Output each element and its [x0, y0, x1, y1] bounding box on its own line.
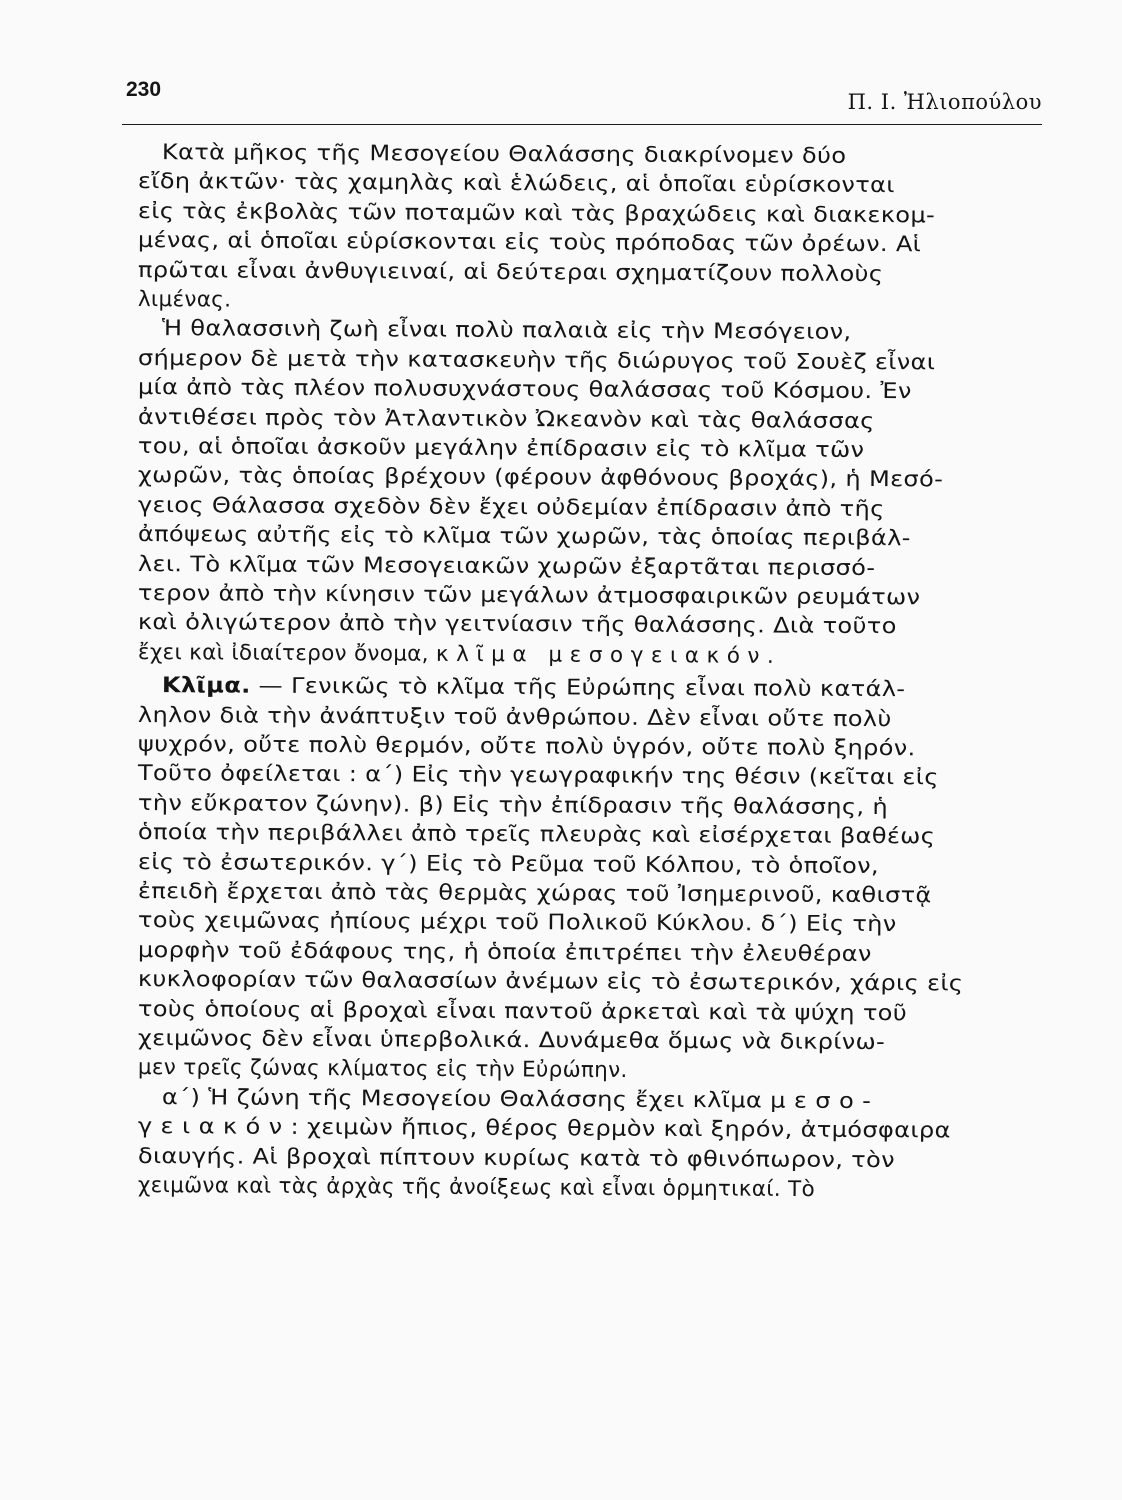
- text-run: λιμένας.: [137, 287, 232, 313]
- text-line: [137, 345, 936, 376]
- text-line: [138, 465, 943, 491]
- text-line: [138, 1028, 885, 1054]
- text-line: [138, 524, 911, 550]
- text-line: [137, 1055, 628, 1084]
- text-line: [138, 734, 916, 760]
- text-run: μορφὴν τοῦ ἐδάφους της, ἡ ὁποία ἐπιτρέπει τὴν ἐλευθέραν: [137, 937, 872, 967]
- text-run: α΄) Ἡ ζώνη τῆς Μεσογείου Θαλάσσης ἔχει κλῖμα: [137, 1084, 771, 1114]
- text-run: Ἡ θαλασσινὴ ζωὴ εἶναι πολὺ παλαιὰ εἰς τὴν Μεσόγειον,: [137, 316, 852, 346]
- text-run: ὁποία τὴν περιβάλλει ἀπὸ τρεῖς πλευρὰς καὶ εἰσέρχεται βαθέως: [137, 820, 936, 850]
- text-line: [138, 289, 231, 311]
- page-number: 230: [126, 78, 162, 101]
- bold-heading: Κλῖμα.: [161, 673, 251, 699]
- text-line: [137, 1143, 896, 1173]
- text-line: [137, 790, 889, 820]
- spaced-emphasis: κλῖμα μεσογειακόν.: [435, 641, 782, 669]
- text-run: χειμῶνα καὶ τὰς ἀρχὰς τῆς ἀνοίξεως καὶ εἶναι ὁρμητικαί. Τὸ: [137, 1173, 816, 1203]
- text-run: μένας, αἱ ὁποῖαι εὑρίσκονται εἰς τοὺς πρόποδας τῶν ὀρέων. Αἱ: [137, 228, 922, 258]
- text-line: [138, 583, 921, 609]
- text-run: ἐπειδὴ ἔρχεται ἀπὸ τὰς θερμὰς χώρας τοῦ Ἰσημερινοῦ, καθιστᾷ: [137, 879, 932, 909]
- text-run: διαυγής. Αἱ βροχαὶ πίπτουν κυρίως κατὰ τὸ φθινόπωρον, τὸν: [137, 1143, 896, 1173]
- text-line: [138, 910, 897, 936]
- text-line: [137, 404, 875, 434]
- text-line: [138, 436, 865, 461]
- text-run: ἀπόψεως αὐτῆς εἰς τὸ κλῖμα τῶν χωρῶν, τὰς ὁποίας περιβάλ-: [137, 522, 911, 552]
- text-run: πρῶται εἶναι ἀνθυγιειναί, αἱ δεύτεραι σχηματίζουν πολλοὺς: [137, 257, 884, 287]
- text-run: μεν τρεῖς ζώνας κλίματος εἰς τὴν Εὐρώπην.: [137, 1055, 628, 1084]
- text-run: ἀντιθέσει πρὸς τὸν Ἀτλαντικὸν Ὠκεανὸν καὶ τὰς θαλάσσας: [137, 404, 875, 434]
- text-run: τοὺς ὁποίους αἱ βροχαὶ εἶναι παντοῦ ἀρκεταὶ καὶ τὰ ψύχη τοῦ: [137, 996, 908, 1026]
- text-run: τοὺς χειμῶνας ἠπίους μέχρι τοῦ Πολικοῦ Κύκλου. δ΄) Εἰς τὴν: [137, 908, 897, 938]
- text-line: [137, 996, 908, 1026]
- spaced-emphasis: μεσο-: [770, 1088, 880, 1114]
- spaced-emphasis: γειακόν: [137, 1114, 291, 1141]
- running-head-author: Π. Ι. Ἠλιοπούλου: [847, 90, 1042, 114]
- text-run: γειος Θάλασσα σχεδὸν δὲν ἔχει οὐδεμίαν ἐπίδρασιν ἀπὸ τῆς: [137, 492, 885, 522]
- text-run: ἔχει καὶ ἰδιαίτερον ὄνομα,: [137, 639, 437, 667]
- text-run: Τοῦτο ὀφείλεται : α΄) Εἰς τὴν γεωγραφικήν της θέσιν (κεῖται εἰς: [137, 761, 939, 791]
- text-run: χειμῶνος δὲν εἶναι ὑπερβολικά. Δυνάμεθα ὅμως νὰ δικρίνω-: [137, 1026, 886, 1056]
- text-line: [137, 937, 872, 967]
- text-line: [138, 1116, 951, 1142]
- text-run: σήμερον δὲ μετὰ τὴν κατασκευὴν τῆς διώρυγος τοῦ Σουὲζ εἶναι: [137, 345, 936, 376]
- text-run: εἰς τὰς ἐκβολὰς τῶν ποταμῶν καὶ τὰς βραχώδεις καὶ διακεκομ-: [137, 198, 936, 229]
- text-run: ληλον διὰ τὴν ἀνάπτυξιν τοῦ ἀνθρώπου. Δὲν εἶναι οὔτε πολὺ: [137, 702, 892, 732]
- text-run: — Γενικῶς τὸ κλῖμα τῆς Εὐρώπης εἶναι πολὺ κατάλ-: [250, 673, 906, 703]
- text-run: : χειμὼν ἤπιος, θέρος θερμὸν καὶ ξηρόν, ἀτμόσφαιρα: [290, 1115, 951, 1144]
- text-run: του, αἱ ὁποῖαι ἀσκοῦν μεγάλην ἐπίδρασιν εἰς τὸ κλῖμα τῶν: [137, 434, 865, 463]
- text-line: [138, 822, 935, 848]
- text-line: [137, 492, 885, 522]
- text-run: τὴν εὔκρατον ζώνην). β) Εἰς τὴν ἐπίδρασιν τῆς θαλάσσης, ἡ: [137, 790, 889, 820]
- text-run: Κατὰ μῆκος τῆς Μεσογείου Θαλάσσης διακρίνομεν δύο: [137, 140, 847, 169]
- text-line: [137, 1084, 880, 1114]
- text-run: χωρῶν, τὰς ὁποίας βρέχουν (φέρουν ἀφθόνους βροχάς), ἡ Μεσό-: [137, 463, 944, 493]
- text-line: [138, 881, 932, 907]
- text-line: [137, 198, 936, 229]
- text-line: [138, 142, 847, 167]
- text-run: [138, 673, 162, 698]
- text-line: [138, 377, 912, 403]
- text-run: καὶ ὀλιγώτερον ἀπὸ τὴν γειτνίασιν τῆς θαλάσσης. Διὰ τοῦτο: [137, 610, 897, 640]
- text-line: [137, 639, 782, 669]
- text-run: λει. Τὸ κλῖμα τῶν Μεσογειακῶν χωρῶν ἐξαρτᾶται περισσό-: [137, 551, 876, 581]
- text-line: [138, 763, 939, 789]
- text-line: [138, 230, 921, 256]
- text-line: [138, 675, 906, 701]
- text-run: ψυχρόν, οὔτε πολὺ θερμόν, οὔτε πολὺ ὑγρόν, οὔτε πολὺ ξηρόν.: [137, 732, 916, 762]
- page-header: [122, 72, 1042, 125]
- text-run: μία ἀπὸ τὰς πλέον πολυσυχνάστους θαλάσσας τοῦ Κόσμου. Ἐν: [137, 375, 912, 405]
- text-line: [138, 969, 964, 995]
- text-line: [137, 551, 876, 581]
- text-line: [138, 171, 895, 197]
- text-line: [137, 702, 892, 732]
- text-run: εἴδη ἀκτῶν· τὰς χαμηλὰς καὶ ἑλώδεις, αἱ ὁποῖαι εὑρίσκονται: [137, 169, 895, 199]
- text-run: εἰς τὸ ἐσωτερικόν. γ΄) Εἰς τὸ Ρεῦμα τοῦ Κόλπου, τὸ ὁποῖον,: [137, 849, 879, 879]
- text-line: [137, 257, 884, 287]
- text-line: [137, 316, 852, 346]
- text-line: [138, 612, 897, 638]
- text-line: [138, 1175, 815, 1201]
- text-run: κυκλοφορίαν τῶν θαλασσίων ἀνέμων εἰς τὸ ἐσωτερικόν, χάρις εἰς: [137, 967, 964, 997]
- text-line: [137, 849, 879, 879]
- text-run: τερον ἀπὸ τὴν κίνησιν τῶν μεγάλων ἀτμοσφαιρικῶν ρευμάτων: [137, 581, 921, 611]
